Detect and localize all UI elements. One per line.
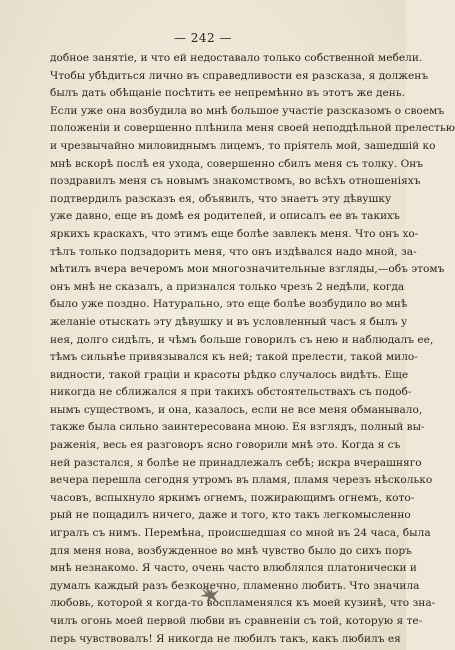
- text-line: яркихъ краскахъ, что этимъ еще болѣе завлекъ меня. Что онъ хо-: [50, 227, 419, 240]
- text-line: чилъ огонь моей первой любви въ сравненіи съ той, которую я те-: [50, 615, 423, 627]
- text-line: онъ мнѣ не сказалъ, а признался только чрезъ 2 недѣли, когда: [50, 280, 405, 293]
- text-line: нымъ существомъ, и она, казалось, если не все меня обманывало,: [50, 403, 423, 416]
- text-line: для меня нова, возбужденное во мнѣ чувство было до сихъ поръ: [50, 544, 412, 557]
- text-line: былъ дать обѣщаніе посѣтить ее непремѣнно въ этотъ же день.: [50, 87, 405, 100]
- text-line: также была сильно заинтересована мною. Ея взглядъ, полный вы-: [50, 421, 425, 434]
- text-line: никогда не сближался я при такихъ обстоятельствахъ съ подоб-: [50, 386, 412, 399]
- text-line: нея, долго сидѣлъ, и чѣмъ больше говорилъ съ нею и наблюдалъ ее,: [50, 333, 434, 346]
- page-number: — 242 —: [173, 31, 233, 45]
- text-line: ней разстался, я болѣе не принадлежалъ себѣ; искра вчерашняго: [50, 456, 422, 469]
- text-line: тѣлъ только подзадорить меня, что онъ издѣвался надо мной, за-: [50, 245, 417, 258]
- text-line: вечера перешла сегодня утромъ въ пламя, пламя черезъ нѣсколько: [50, 474, 433, 487]
- ink-blot-mark: [198, 584, 222, 606]
- text-line: мнѣ вскорѣ послѣ ея ухода, совершенно сбилъ меня съ толку. Онъ: [50, 157, 424, 170]
- text-line: Если уже она возбудила во мнѣ большое участіе разсказомъ о своемъ: [50, 104, 445, 117]
- text-line: видности, такой граціи и красоты рѣдко случалось видѣть. Еще: [50, 368, 409, 381]
- text-line: мѣтилъ вчера вечеромъ мои многозначительные взгляды,—объ этомъ: [50, 263, 445, 276]
- text-line: думалъ каждый разъ безконечно, пламенно любить. Что значила: [50, 579, 420, 592]
- text-line: уже давно, еще въ домѣ ея родителей, и описалъ ее въ такихъ: [50, 210, 400, 223]
- text-line: было уже поздно. Натурально, это еще болѣе возбудило во мнѣ: [50, 298, 408, 311]
- text-line: любовь, которой я когда-то воспламенялся къ моей кузинѣ, что зна-: [50, 597, 436, 610]
- text-line: тѣмъ сильнѣе привязывался къ ней; такой прелести, такой мило-: [50, 351, 418, 364]
- text-line: раженія, весь ея разговоръ ясно говорили мнѣ это. Когда я съ: [50, 439, 401, 452]
- text-line: часовъ, вспыхнуло яркимъ огнемъ, пожирающимъ огнемъ, кото-: [50, 491, 415, 504]
- text-line: подтвердилъ разсказъ ея, объявилъ, что знаетъ эту дѣвушку: [50, 192, 392, 205]
- text-line: Чтобы убѣдиться лично въ справедливости ея разсказа, я долженъ: [50, 69, 429, 82]
- text-line: игралъ съ нимъ. Перемѣна, происшедшая со мной въ 24 часа, была: [50, 527, 431, 540]
- text-line: положеніи и совершенно плѣнила меня своей неподдѣльной прелестью: [50, 122, 455, 135]
- body-text: [50, 50, 455, 648]
- text-line: перь чувствовалъ! Я никогда не любилъ такъ, какъ любилъ ея: [50, 632, 401, 645]
- text-line: мнѣ незнакомо. Я часто, очень часто влюблялся платонически и: [50, 562, 417, 575]
- text-line: и чрезвычайно миловиднымъ лицемъ, то пріятель мой, зашедшій ко: [50, 139, 436, 152]
- text-line: поздравилъ меня съ новымъ знакомствомъ, во всѣхъ отношеніяхъ: [50, 175, 421, 188]
- text-line: рый не пощадилъ ничего, даже и того, кто такъ легкомысленно: [50, 509, 411, 522]
- text-line: желаніе отыскать эту дѣвушку и въ условленный часъ я былъ у: [50, 315, 408, 328]
- text-line: добное занятіе, и что ей недоставало только собственной мебели.: [50, 52, 423, 64]
